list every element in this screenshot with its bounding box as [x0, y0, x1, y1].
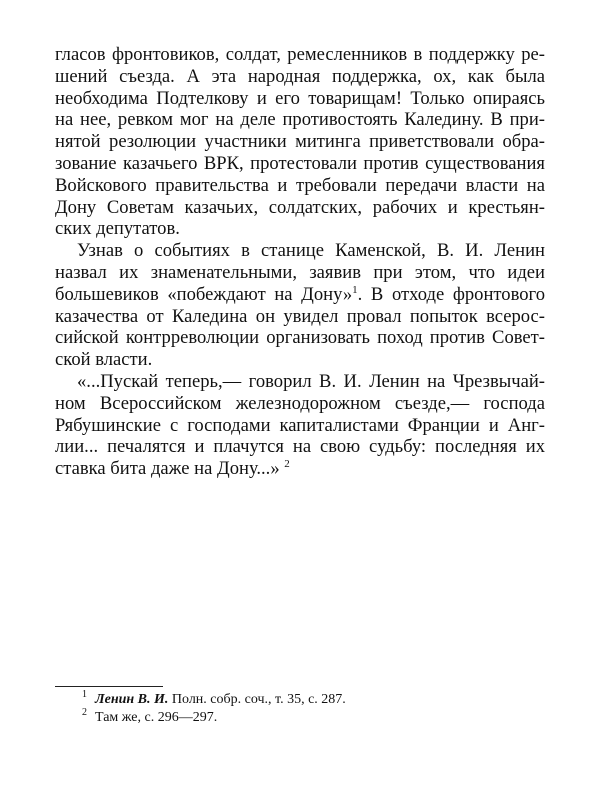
text-line: лии... печалятся и плачутся на свою судьбу: последняя их [55, 436, 545, 458]
text-line: ном Всероссийском железнодорожном съезде,— господа [55, 392, 545, 414]
text-line: Рябушинские с господами капиталистами Франции и Анг- [55, 414, 545, 436]
paragraph-3-quote [55, 371, 545, 480]
footnote-1 [82, 691, 552, 709]
text-line: Войскового правительства и требовали передачи власти на [55, 174, 545, 196]
footnote-text: Там же, с. 296—297. [95, 710, 218, 725]
text-line: назвал их знаменательными, заявив при этом, что идеи [55, 261, 545, 283]
text-line: ских депутатов. [55, 218, 180, 240]
footnote-text: Полн. собр. соч., т. 35, с. 287. [171, 692, 346, 707]
paragraph-1 [55, 44, 545, 240]
footnote-ref-2[interactable]: 2 [284, 457, 290, 470]
text-line-with-ref [55, 284, 545, 306]
text-line: ской власти. [55, 349, 153, 371]
text-segment: . В отходе фронтового [357, 283, 546, 305]
text-line: на нее, ревком мог на деле противостоять Каледину. В при- [55, 109, 545, 131]
text-segment: ставка бита даже на Дону...» [55, 458, 280, 480]
footnote-author: Ленин В. И. [95, 692, 169, 707]
main-text [55, 44, 545, 480]
footnote-2 [82, 709, 552, 727]
text-segment: большевиков «побеждают на Дону» [55, 283, 353, 305]
footnote-number: 1 [82, 689, 87, 701]
text-line: необходима Подтелкову и его товарищам! Только опираясь [55, 87, 545, 109]
text-line: зование казачьего ВРК, протестовали против существования [55, 152, 545, 174]
footnote-divider [55, 686, 163, 687]
text-line: Узнав о событиях в станице Каменской, В. И. Ленин [77, 240, 545, 262]
text-line: казачества от Каледина он увидел провал попыток всерос- [55, 305, 545, 327]
footnotes [82, 691, 552, 727]
text-line: Дону Советам казачьих, солдатских, рабочих и крестьян- [55, 196, 545, 218]
text-line: нятой резолюции участники митинга приветствовали обра- [55, 131, 545, 153]
text-line: сийской контрреволюции организовать поход против Совет- [55, 327, 545, 349]
text-line-with-ref [55, 458, 545, 480]
text-line: гласов фронтовиков, солдат, ремесленников в поддержку ре- [55, 44, 545, 65]
footnote-ref-1[interactable]: 1 [352, 283, 358, 296]
paragraph-2 [55, 240, 545, 371]
text-line: «...Пускай теперь,— говорил В. И. Ленин на Чрезвычай- [77, 370, 545, 392]
footnote-number: 2 [82, 707, 87, 719]
text-line: шений съезда. А эта народная поддержка, ох, как была [55, 65, 545, 87]
